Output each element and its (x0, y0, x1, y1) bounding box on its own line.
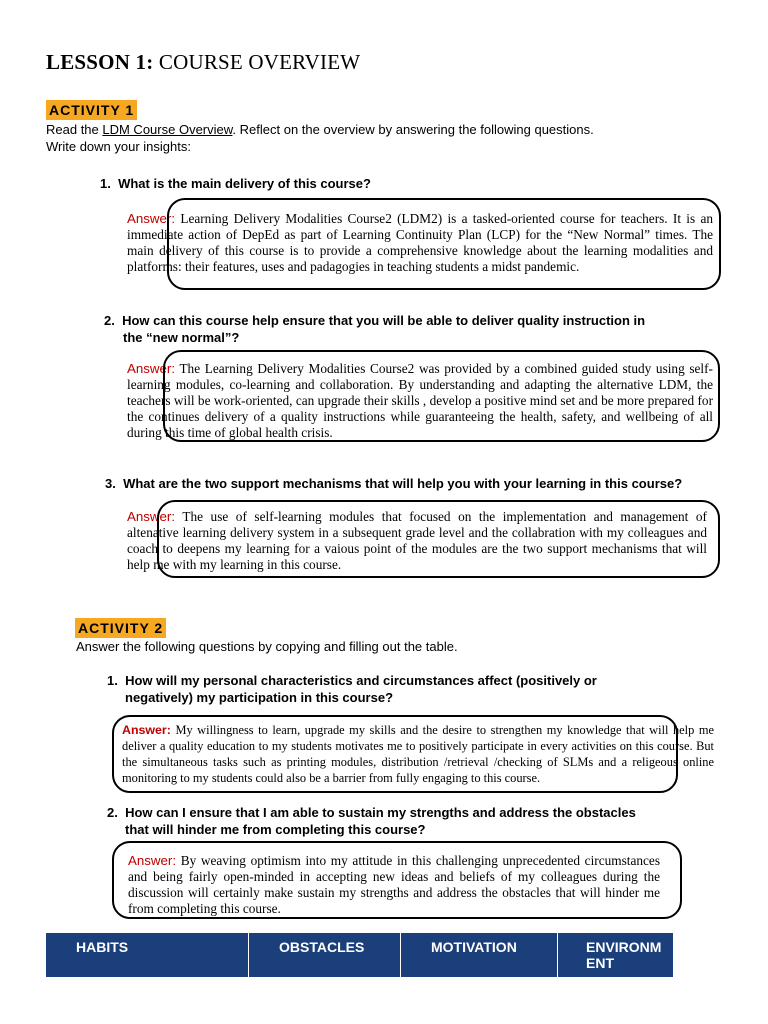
activity-2-question-1-line2: negatively) my participation in this course? (125, 690, 394, 705)
activity-2-answer-1-outline (112, 715, 678, 793)
question-1: 1. What is the main delivery of this course? (100, 176, 371, 191)
answer-1: Answer: Learning Delivery Modalities Course2 (LDM2) is a tasked-oriented course for teachers. It is an immediate action of DepEd as part of Learning Continuity Plan (LCP) for the “New Normal” times. The main delivery of this course is to provide a comprehensive knowledge about the learning modalities and platforms: their features, uses and padagogies in teaching students a midst pandemic. (127, 211, 713, 274)
header-environment: ENVIRONM ENT (558, 933, 674, 978)
question-2: 2. How can this course help ensure that you will be able to deliver quality instruction in (104, 313, 646, 328)
answer-label: Answer: (127, 361, 176, 376)
header-habits: HABITS (46, 933, 249, 978)
answer-3-outline (157, 500, 720, 578)
ldm-course-overview-link[interactable]: LDM Course Overview (102, 122, 233, 137)
answer-1-outline (167, 198, 721, 290)
activity-2-answer-1: Answer: My willingness to learn, upgrade my skills and the desire to strengthen my knowledge that will help me deliver a quality education to my students motivates me to positively participate in every activities on this course. But the simultaneous tasks such as printing modules, distribution /retrieval /checking of SLMs and a religeous online monitoring to my students could also be a barrier from fully engaging to this course. (122, 723, 714, 785)
activity-2-question-2: 2. How can I ensure that I am able to sustain my strengths and address the obstacles (107, 805, 636, 820)
answer-2-outline (163, 350, 720, 442)
course-title: COURSE OVERVIEW (158, 50, 361, 74)
answer-3: Answer: The use of self-learning modules that focused on the implementation and management of altenative learning delivery system in a subsequent grade level and the collabration with my colleagues and coach to deepens my learning for a vaious point of the modules are the two support mechanisms that will help me with my learning in this course. (127, 509, 707, 572)
answer-label: Answer: (127, 211, 176, 226)
answer-label: Answer: (127, 509, 176, 524)
answer-2: Answer: The Learning Delivery Modalities Course2 was provided by a combined guided study using self-learning modules, co-learning and collaboration. By understanding and adapting the alternative LDM, the teachers will be work-oriented, can upgrade their skills , develop a positive mind set and be more prepared for the continues delivery of a quality instructions while guaranteeing the health, safety, and wellbeing of all during this time of global health crisis. (127, 361, 713, 440)
activity-2-heading: ACTIVITY 2 (75, 618, 166, 638)
activity-2-question-2-line2: that will hinder me from completing this course? (125, 822, 426, 837)
header-motivation: MOTIVATION (401, 933, 558, 978)
answer-label: Answer: (122, 723, 171, 737)
habits-table (45, 932, 674, 978)
question-2-line2: the “new normal”? (123, 330, 240, 345)
table-header-row (46, 933, 674, 978)
answer-label: Answer: (128, 853, 177, 868)
activity-2-intro: Answer the following questions by copying and filling out the table. (76, 639, 458, 654)
activity-1-intro-line2: Write down your insights: (46, 139, 191, 154)
activity-1-heading: ACTIVITY 1 (46, 100, 137, 120)
header-obstacles: OBSTACLES (249, 933, 401, 978)
page-title (46, 50, 360, 75)
activity-1-intro: Read the LDM Course Overview. Reflect on the overview by answering the following questions. (46, 122, 594, 137)
lesson-label: LESSON 1: (46, 50, 154, 74)
activity-2-question-1: 1. How will my personal characteristics and circumstances affect (positively or (107, 673, 597, 688)
activity-2-answer-2: Answer: By weaving optimism into my attitude in this challenging unprecedented circumstances and being fairly open-minded in accepting new ideas and beliefs of my colleagues during the discussion will certainly make sustain my strengths and address the obstacles that will hinder me from completing this course. (128, 853, 660, 916)
question-3: 3. What are the two support mechanisms that will help you with your learning in this course? (105, 476, 683, 491)
activity-2-answer-2-outline (112, 841, 682, 919)
